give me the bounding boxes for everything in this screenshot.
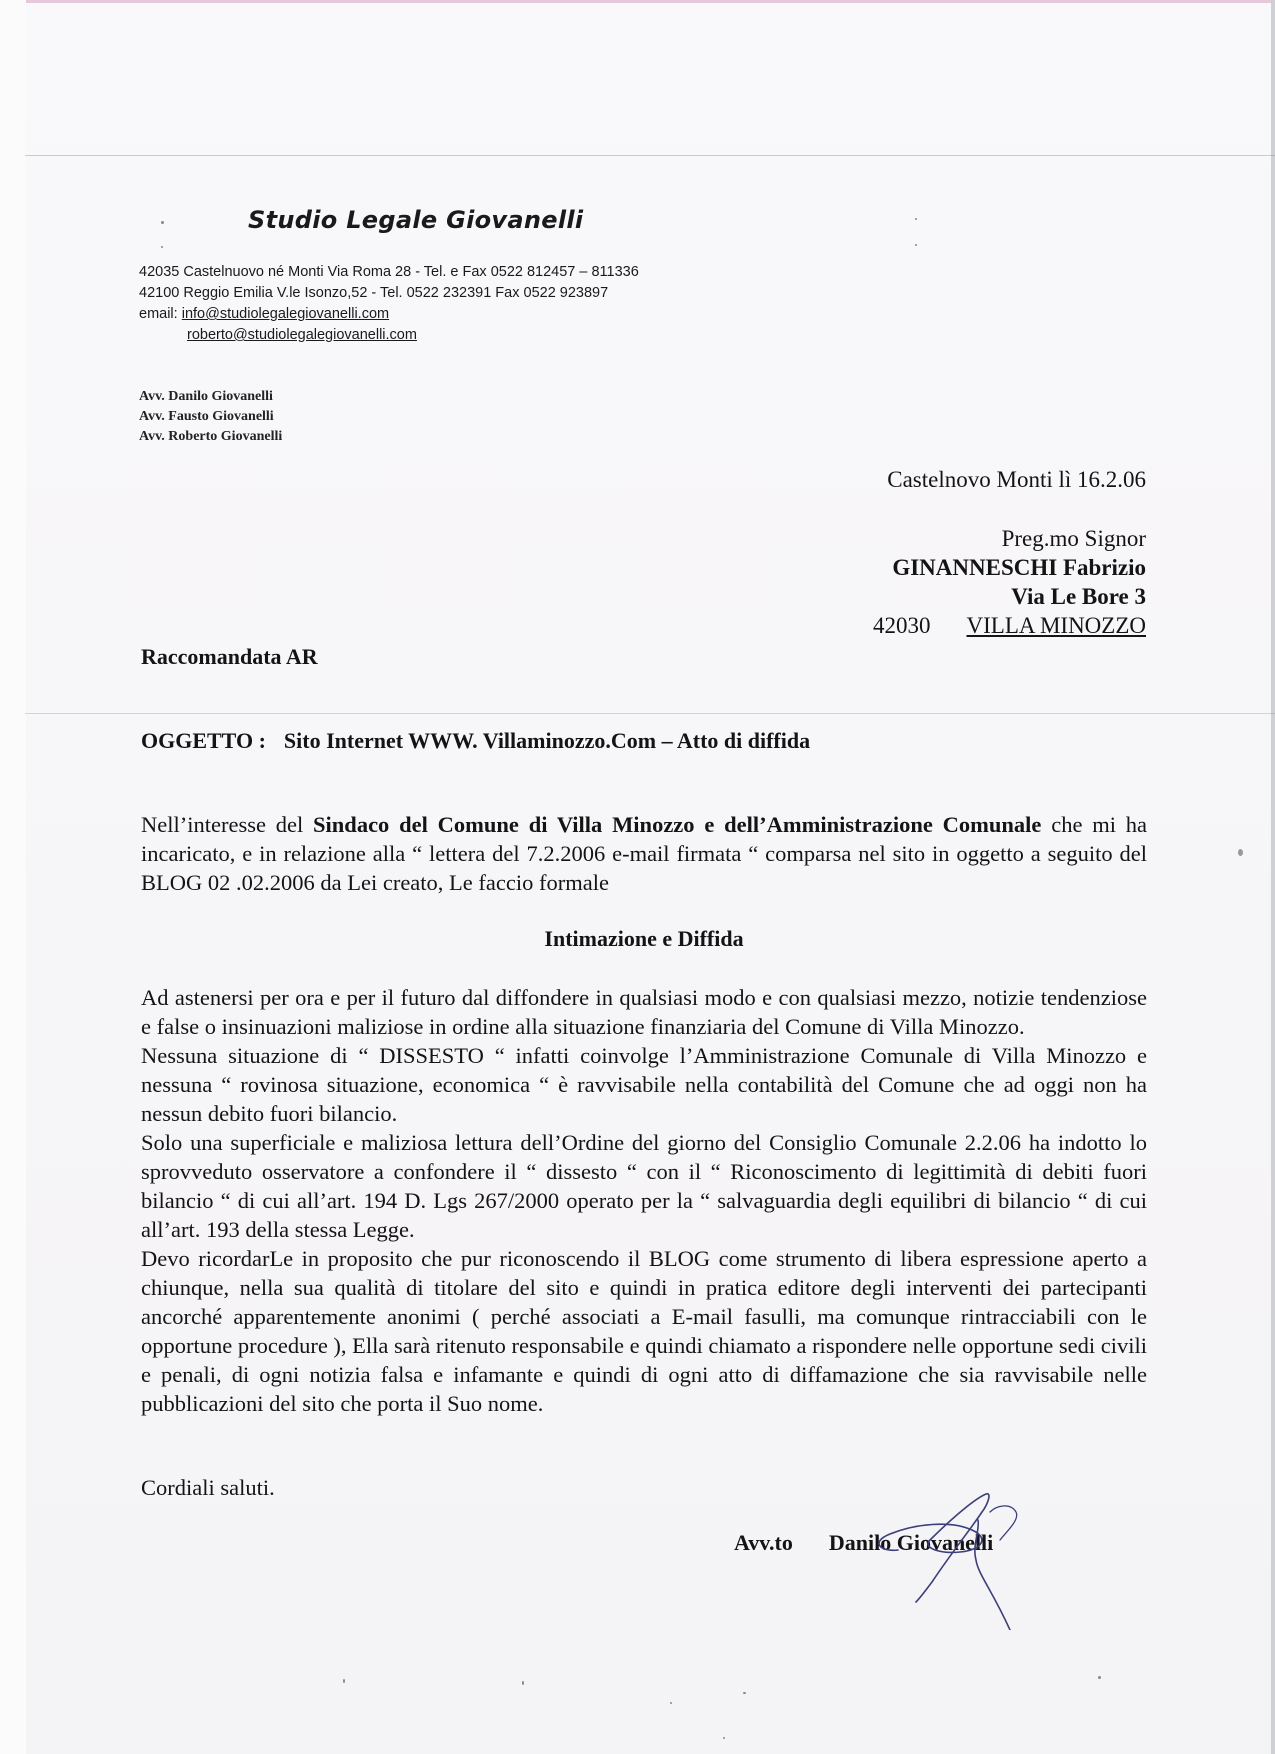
section-heading: Intimazione e Diffida bbox=[544, 926, 744, 951]
recipient-name: GINANNESCHI Fabrizio bbox=[892, 555, 1146, 580]
intro-bold: Sindaco del Comune di Villa Minozzo e dell’Amministrazione Comunale bbox=[313, 812, 1042, 837]
lawyer-name: Avv. Fausto Giovanelli bbox=[139, 409, 274, 424]
email-link-roberto[interactable]: roberto@studiolegalegiovanelli.com bbox=[187, 327, 417, 343]
email-label: email: bbox=[139, 306, 182, 322]
email-line-2 bbox=[139, 325, 639, 346]
delivery-method: Raccomandata AR bbox=[141, 644, 318, 669]
scan-speck bbox=[161, 246, 163, 248]
body-paragraph: Nessuna situazione di “ DISSESTO “ infatti coinvolge l’Amministrazione Comunale di Villa Minozzo e nessuna “ rovinosa situazione, economica “ è ravvisabile nella contabilità del Comune che ad oggi non ha nessun debito fuori bilancio. bbox=[141, 1043, 1147, 1126]
recipient-city-line bbox=[873, 611, 1146, 640]
scan-speck bbox=[1098, 1676, 1101, 1679]
firm-name: Studio Legale Giovanelli bbox=[248, 206, 584, 234]
recipient-city: VILLA MINOZZO bbox=[966, 613, 1146, 638]
paper-edge-top bbox=[0, 0, 1275, 3]
scan-speck bbox=[161, 221, 164, 224]
scan-speck bbox=[915, 218, 917, 220]
body-paragraph: Ad astenersi per ora e per il futuro dal diffondere in qualsiasi modo e con qualsiasi mezzo, notizie tendenziose e false o insinuazioni maliziose in ordine alla situazione finanziaria del Comune di Villa Minozzo. bbox=[141, 985, 1147, 1039]
body-paragraph: Solo una superficiale e maliziosa lettura dell’Ordine del giorno del Consiglio Comunale 2.2.06 ha indotto lo sprovveduto osservatore a confondere il “ dissesto “ con il “ Riconoscimento di legittimità di debiti fuori bilancio “ di cui all’art. 194 D. Lgs 267/2000 operato per la “ salvaguardia degli equilibri di bilancio “ di cui all’art. 193 della stessa Legge. bbox=[141, 1130, 1147, 1242]
intro-paragraph bbox=[141, 810, 1147, 897]
lawyer-name: Avv. Roberto Giovanelli bbox=[139, 429, 283, 444]
letterhead-contact bbox=[139, 262, 639, 346]
scan-speck bbox=[343, 1679, 345, 1683]
closing-greeting: Cordiali saluti. bbox=[141, 1475, 275, 1500]
recipient-salutation: Preg.mo Signor bbox=[1001, 526, 1146, 551]
recipient-street: Via Le Bore 3 bbox=[1011, 584, 1146, 609]
scan-speck bbox=[743, 1692, 746, 1694]
fold-line bbox=[25, 713, 1275, 714]
scan-speck bbox=[522, 1681, 524, 1685]
lawyers-list bbox=[139, 387, 282, 447]
scan-speck bbox=[723, 1737, 725, 1739]
paper-edge-left bbox=[0, 0, 26, 1754]
signature-title: Avv.to bbox=[734, 1530, 793, 1555]
address-castelnovo: 42035 Castelnuovo né Monti Via Roma 28 - Tel. e Fax 0522 812457 – 811336 bbox=[139, 264, 639, 280]
scan-speck bbox=[1238, 849, 1243, 856]
scan-speck bbox=[670, 1702, 672, 1704]
recipient-block bbox=[873, 524, 1146, 640]
intro-part-1: Nell’interesse del bbox=[141, 812, 314, 837]
address-reggio-emilia: 42100 Reggio Emilia V.le Isonzo,52 - Tel. 0522 232391 Fax 0522 923897 bbox=[139, 285, 609, 301]
intro-part-2: che mi ha incaricato, e in relazione alla “ lettera del 7.2.2006 e-mail firmata “ comparsa nel sito in oggetto a seguito del BLOG 02 .02.2006 da Lei creato, Le faccio formale bbox=[141, 812, 1148, 895]
signature-name: Danilo Giovanelli bbox=[828, 1530, 994, 1555]
recipient-zip: 42030 bbox=[873, 613, 931, 638]
email-link-info[interactable]: info@studiolegalegiovanelli.com bbox=[181, 306, 390, 322]
scan-speck bbox=[915, 244, 917, 246]
subject-label: OGGETTO : bbox=[141, 728, 266, 753]
fold-line bbox=[25, 155, 1275, 156]
subject-line bbox=[141, 728, 810, 754]
handwritten-signature bbox=[860, 1490, 1030, 1630]
lawyer-name: Avv. Danilo Giovanelli bbox=[139, 389, 273, 404]
email-line bbox=[139, 304, 639, 325]
date-line: Castelnovo Monti lì 16.2.06 bbox=[887, 467, 1146, 492]
subject-text: Sito Internet WWW. Villaminozzo.Com – Atto di diffida bbox=[283, 728, 811, 753]
body-paragraph: Devo ricordarLe in proposito che pur riconoscendo il BLOG come strumento di libera espressione aperto a chiunque, nella sua qualità di titolare del sito e quindi in pratica editore degli interventi dei partecipanti ancorché apparentemente anonimi ( perché associati a E-mail fasulli, ma comunque rintracciabili con le opportune procedure ), Ella sarà ritenuto responsabile e quindi chiamato a rispondere nelle opportune sedi civili e penali, di ogni notizia falsa e infamante e quindi di ogni atto di diffamazione che sia ravvisabile nelle pubblicazioni del sito che porta il Suo nome. bbox=[141, 1246, 1147, 1416]
paper-edge-right bbox=[1271, 0, 1275, 1754]
letter-body bbox=[141, 983, 1147, 1418]
